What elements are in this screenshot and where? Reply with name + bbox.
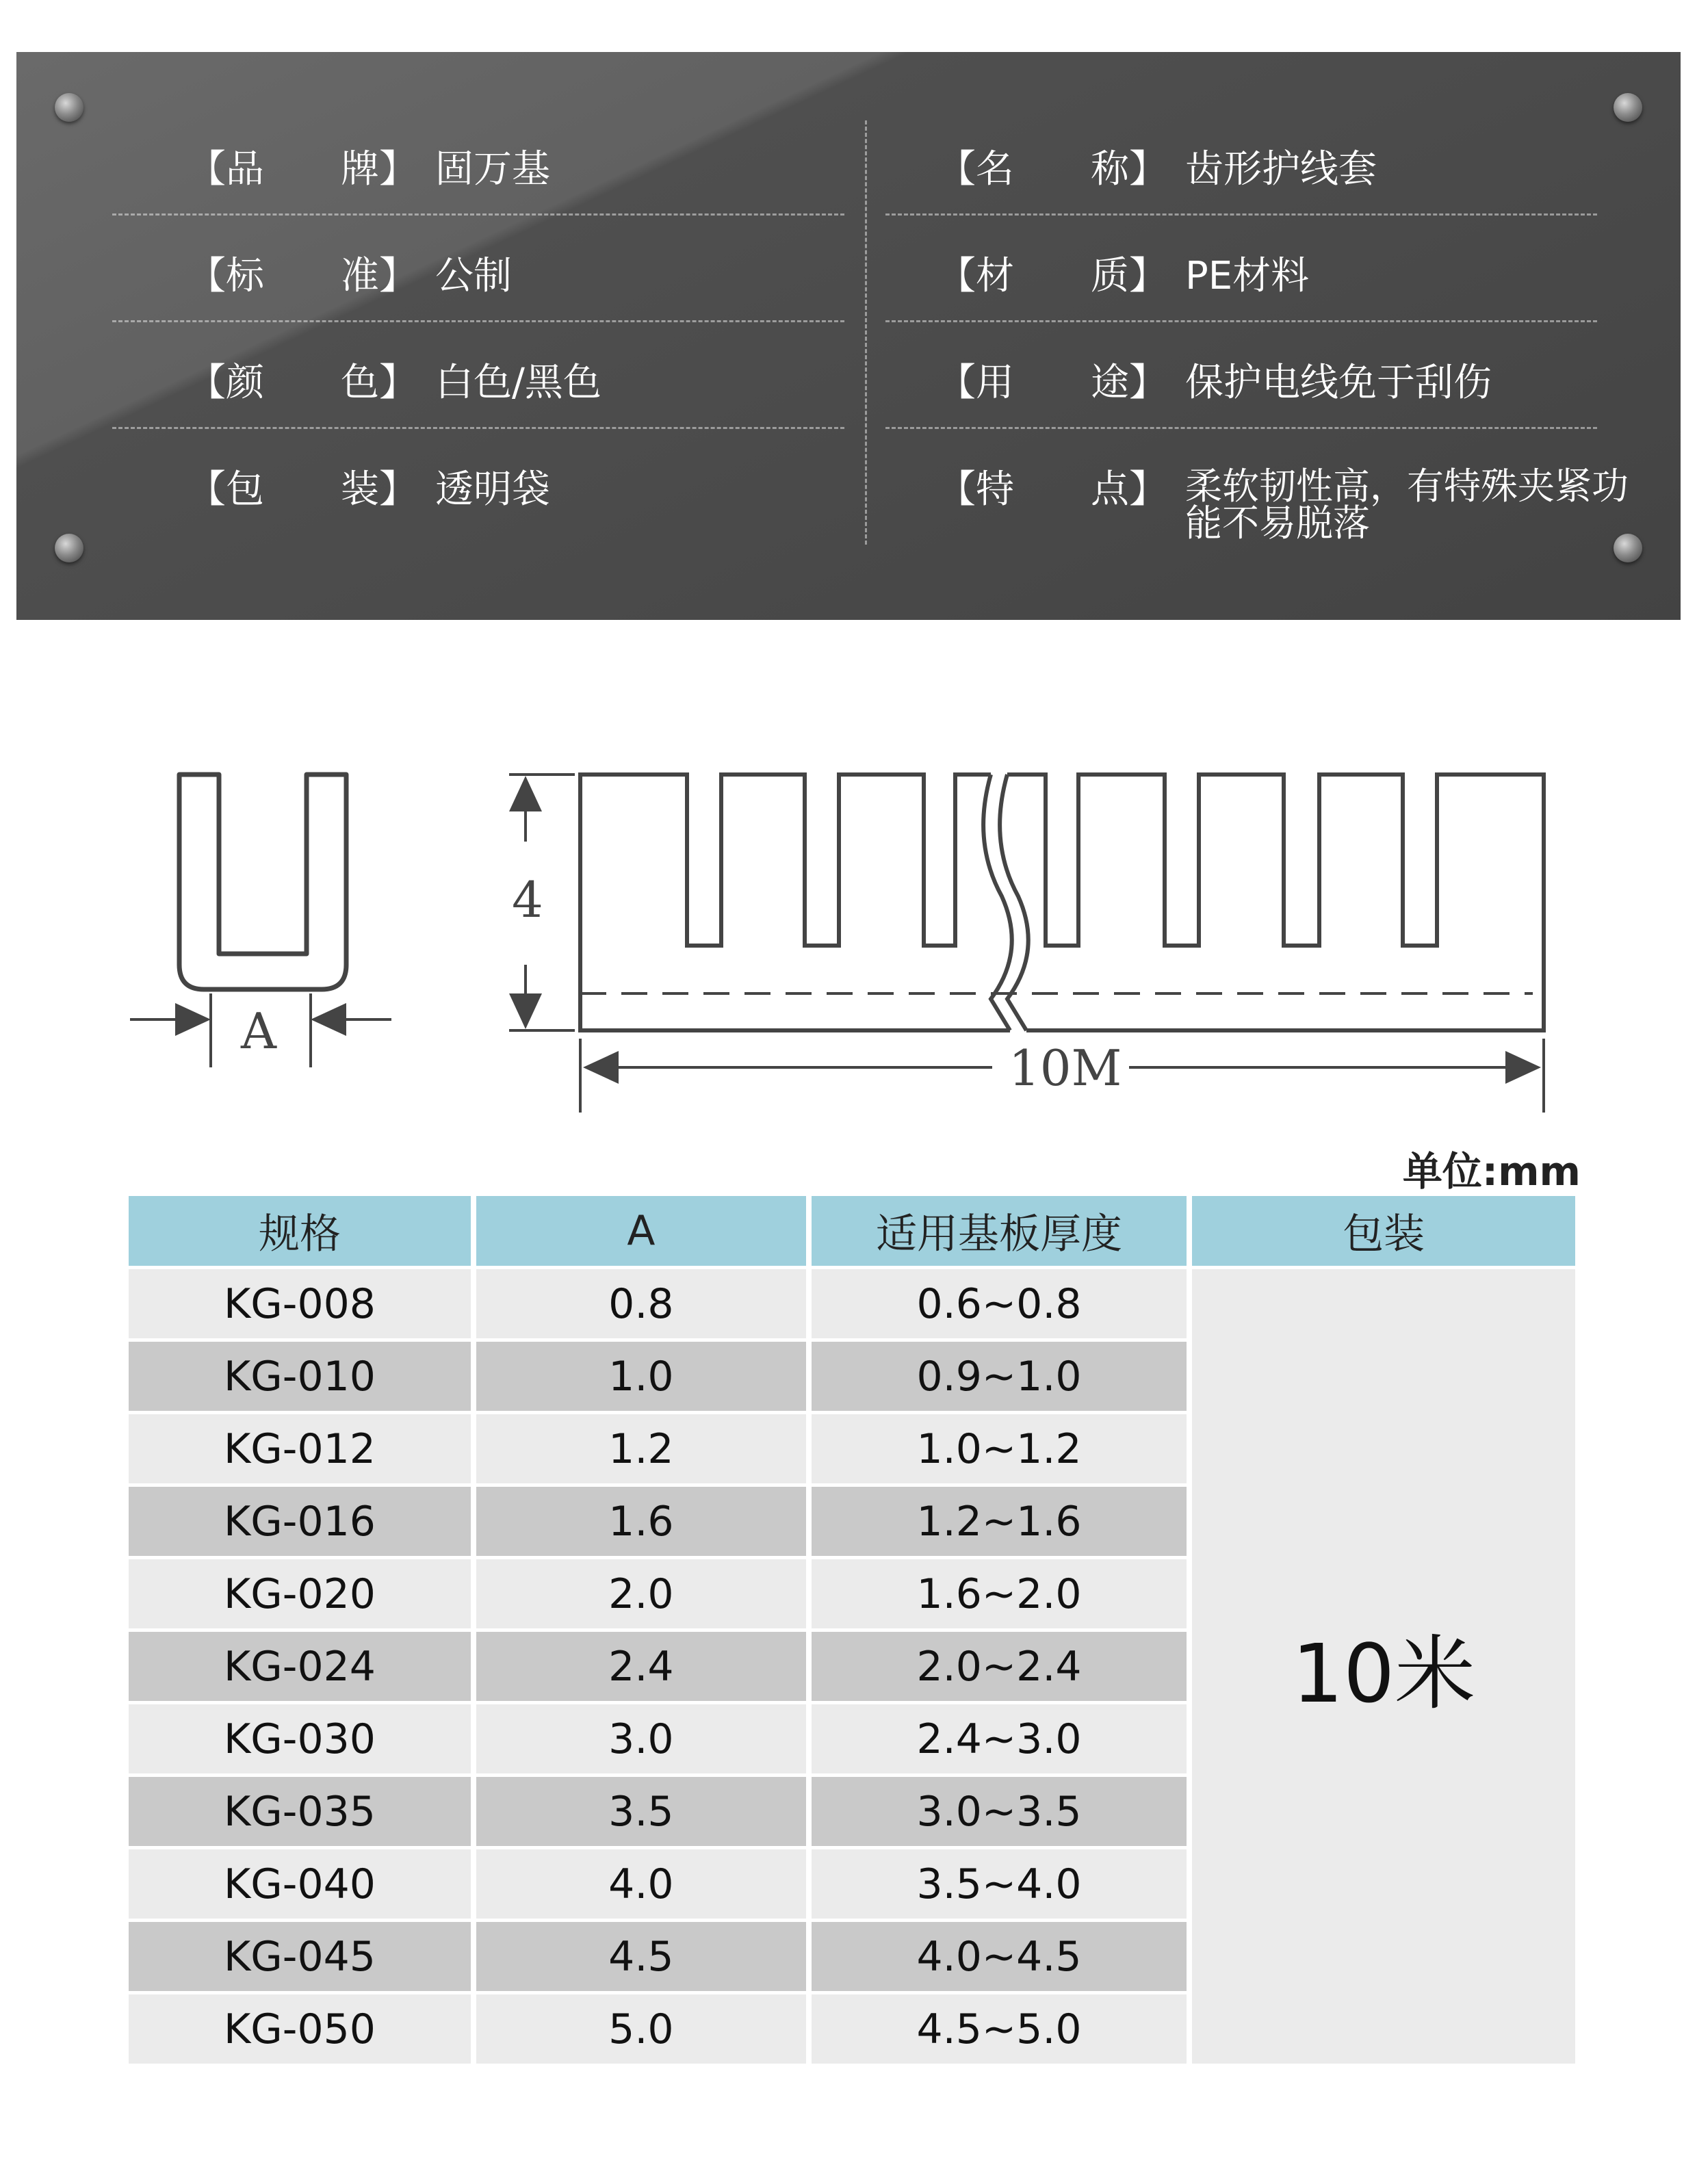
cell-a: 5.0: [476, 1994, 806, 2064]
cell-model: KG-008: [129, 1269, 471, 1338]
technical-drawing: [0, 739, 1697, 1122]
cell-thickness: 0.6~0.8: [812, 1269, 1187, 1338]
cell-model: KG-020: [129, 1559, 471, 1628]
row-divider: [885, 213, 1597, 216]
cell-model: KG-024: [129, 1632, 471, 1701]
spec-label: 【材 质】: [937, 254, 1167, 298]
cell-model: KG-012: [129, 1414, 471, 1483]
unit-label: 单位:mm: [1402, 1148, 1581, 1195]
spec-label: 【品 牌】: [187, 147, 417, 192]
cell-thickness: 1.2~1.6: [812, 1487, 1187, 1556]
cell-a: 3.0: [476, 1704, 806, 1773]
screw-icon: [1614, 93, 1642, 122]
cell-thickness: 0.9~1.0: [812, 1342, 1187, 1411]
cell-thickness: 4.5~5.0: [812, 1994, 1187, 2064]
cell-thickness: 3.5~4.0: [812, 1849, 1187, 1919]
cell-a: 3.5: [476, 1777, 806, 1846]
cell-a: 1.2: [476, 1414, 806, 1483]
cell-a: 0.8: [476, 1269, 806, 1338]
cell-model: KG-040: [129, 1849, 471, 1919]
dim-length-label: 10M: [1009, 1039, 1122, 1097]
spec-brand: [187, 148, 550, 192]
dim-height-label: 4: [512, 871, 543, 928]
row-divider: [112, 427, 844, 429]
spec-label: 【特 点】: [937, 467, 1167, 512]
cell-model: KG-016: [129, 1487, 471, 1556]
cell-model: KG-035: [129, 1777, 471, 1846]
spec-label: 【用 途】: [937, 361, 1167, 405]
dim-a-label: A: [241, 1002, 276, 1060]
cell-a: 4.5: [476, 1922, 806, 1991]
spec-feature: [937, 465, 1664, 545]
spec-label: 【名 称】: [937, 147, 1167, 192]
screw-icon: [55, 93, 83, 122]
header-model: 规格: [129, 1196, 471, 1266]
spec-value: 齿形护线套: [1185, 147, 1377, 192]
table-header-row: [129, 1196, 1575, 1266]
spec-value: 公制: [435, 254, 512, 298]
spec-label: 【标 准】: [187, 254, 417, 298]
spec-value: 透明袋: [435, 467, 550, 512]
cell-model: KG-050: [129, 1994, 471, 2064]
cell-thickness: 2.4~3.0: [812, 1704, 1187, 1773]
row-divider: [885, 320, 1597, 322]
spec-value: PE材料: [1185, 254, 1310, 298]
spec-label: 【颜 色】: [187, 361, 417, 405]
spec-value: 固万基: [435, 147, 550, 192]
cell-thickness: 1.0~1.2: [812, 1414, 1187, 1483]
screw-icon: [55, 534, 83, 562]
cell-thickness: 1.6~2.0: [812, 1559, 1187, 1628]
cell-thickness: 3.0~3.5: [812, 1777, 1187, 1846]
spec-value: 柔软韧性高，有特殊夹紧功能不易脱落: [1185, 465, 1629, 545]
cell-packaging: 10米: [1192, 1269, 1575, 2064]
cell-a: 1.0: [476, 1342, 806, 1411]
table-row: [129, 1269, 1575, 1338]
cell-thickness: 2.0~2.4: [812, 1632, 1187, 1701]
cross-section-outline: [179, 775, 346, 989]
cell-thickness: 4.0~4.5: [812, 1922, 1187, 1991]
spec-package: [187, 468, 550, 512]
spec-material: [937, 255, 1309, 298]
cell-model: KG-010: [129, 1342, 471, 1411]
column-divider: [865, 120, 867, 545]
spec-usage: [937, 361, 1492, 405]
cell-a: 2.0: [476, 1559, 806, 1628]
spec-table: [123, 1193, 1581, 2067]
cell-a: 4.0: [476, 1849, 806, 1919]
row-divider: [112, 213, 844, 216]
comb-side-view: [580, 775, 1544, 1030]
spec-color: [187, 361, 601, 405]
spec-panel: [16, 52, 1681, 620]
header-board-thickness: 适用基板厚度: [812, 1196, 1187, 1266]
row-divider: [885, 427, 1597, 429]
row-divider: [112, 320, 844, 322]
spec-label: 【包 装】: [187, 467, 417, 512]
spec-name: [937, 148, 1377, 192]
cell-model: KG-030: [129, 1704, 471, 1773]
cell-model: KG-045: [129, 1922, 471, 1991]
cell-a: 2.4: [476, 1632, 806, 1701]
spec-value: 白色/黑色: [435, 361, 601, 405]
cell-a: 1.6: [476, 1487, 806, 1556]
header-a: A: [476, 1196, 806, 1266]
header-packaging: 包装: [1192, 1196, 1575, 1266]
spec-standard: [187, 255, 512, 298]
spec-value: 保护电线免于刮伤: [1185, 361, 1492, 405]
